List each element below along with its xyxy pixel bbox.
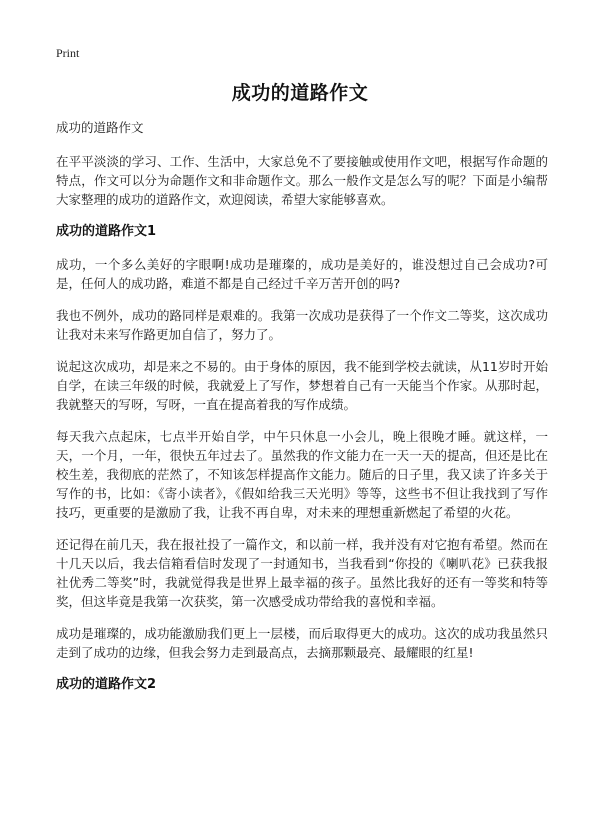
section-1-paragraph-2: 我也不例外，成功的路同样是艰难的。我第一次成功是获得了一个作文二等奖，这次成功让我对未来写作路更加自信了，努力了。 (56, 308, 548, 342)
section-1-paragraph-6: 成功是璀璨的，成功能激励我们更上一层楼，而后取得更大的成功。这次的成功我虽然只走到了成功的边缘，但我会努力走到最高点，去摘那颗最亮、最耀眼的红星! (56, 626, 548, 660)
document-subtitle: 成功的道路作文 (56, 120, 144, 135)
section-1-paragraph-5: 还记得在前几天，我在报社投了一篇作文，和以前一样，我并没有对它抱有希望。然而在十几天以后，我去信箱看信时发现了一封通知书，当我看到“你投的《喇叭花》已获我报社优秀二等奖”时，我就觉得我是世界上最幸福的孩子。虽然比我好的还有一等奖和特等奖，但这毕竟是我第一次获奖，第一次感受成功带给我的喜悦和幸福。 (56, 537, 548, 609)
section-1-heading: 成功的道路作文1 (56, 224, 157, 239)
section-2-heading: 成功的道路作文2 (56, 677, 157, 692)
page-title: 成功的道路作文 (231, 82, 369, 104)
section-1-paragraph-4: 每天我六点起床，七点半开始自学，中午只休息一小会儿，晚上很晚才睡。就这样，一天，一个月，一年，很快五年过去了。虽然我的作文能力在一天一天的提高，但还是比在校生差，我彻底的茫然了，不知该怎样提高作文能力。随后的日子里，我又读了许多关于写作的书，比如：《寄小读者》，《假如给我三天光明》等等，这些书不但让我找到了写作技巧，更重要的是激励了我，让我不再自卑，对未来的理想重新燃起了希望的火花。 (56, 429, 548, 520)
intro-paragraph: 在平平淡淡的学习、工作、生活中，大家总免不了要接触或使用作文吧，根据写作命题的特点，作文可以分为命题作文和非命题作文。那么一般作文是怎么写的呢？下面是小编帮大家整理的成功的道路作文，欢迎阅读，希望大家能够喜欢。 (56, 154, 548, 207)
section-1-paragraph-1: 成功，一个多么美好的字眼啊!成功是璀璨的，成功是美好的，谁没想过自己会成功?可是，任何人的成功路，难道不都是自己经过千辛万苦开创的吗? (56, 257, 548, 291)
print-link[interactable]: Print (56, 46, 80, 60)
section-1-paragraph-3: 说起这次成功，却是来之不易的。由于身体的原因，我不能到学校去就读，从11岁时开始自学，在读三年级的时候，我就爱上了写作，梦想着自己有一天能当个作家。从那时起，我就整天的写呀，写呀，一直在提高着我的写作成绩。 (56, 359, 548, 412)
document-body (56, 118, 548, 708)
